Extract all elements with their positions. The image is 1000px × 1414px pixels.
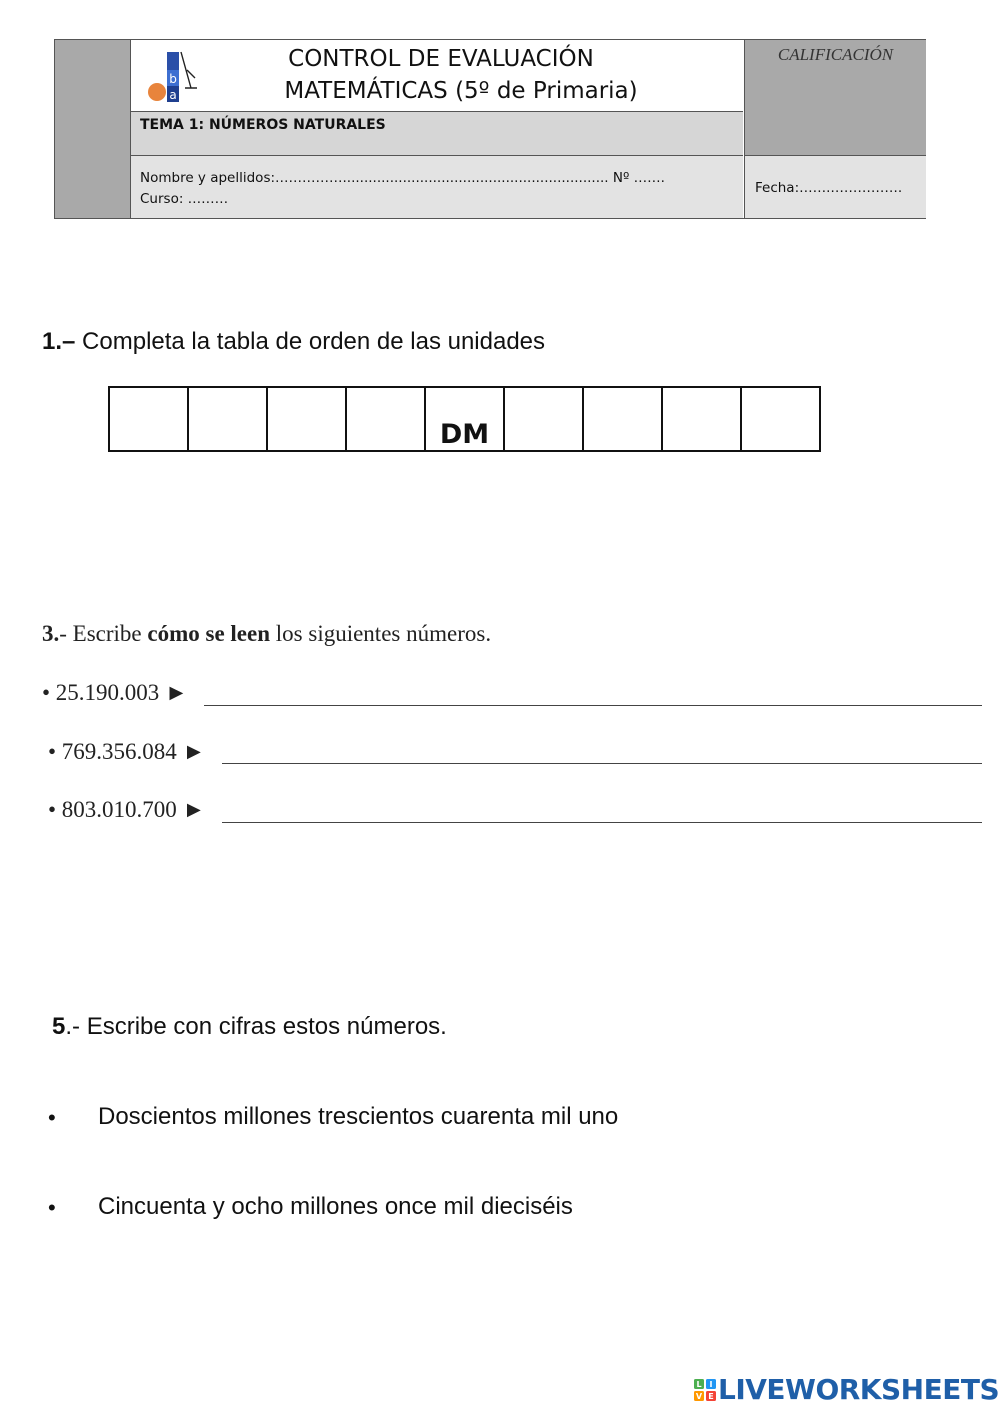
header-side-panel xyxy=(55,40,131,218)
number-label: • 769.356.084 ► xyxy=(48,739,206,764)
header-topic-cell xyxy=(131,112,743,156)
logo-letter: V xyxy=(695,1392,703,1401)
exercise-3-bold: cómo se leen xyxy=(147,621,271,646)
header-student-cell xyxy=(131,156,743,218)
logo-letter: E xyxy=(708,1392,714,1401)
place-value-cell[interactable] xyxy=(504,387,583,451)
reading-item xyxy=(42,680,982,710)
bullet: • xyxy=(48,1195,56,1220)
exercise-1-text: Completa la tabla de orden de las unidades xyxy=(75,328,546,355)
place-value-cell[interactable] xyxy=(662,387,741,451)
place-value-cell[interactable] xyxy=(109,387,188,451)
number-label: • 25.190.003 ► xyxy=(42,680,188,705)
exercise-5-text: .- Escribe con cifras estos números. xyxy=(65,1013,447,1040)
svg-text:a: a xyxy=(169,88,177,102)
place-value-cell[interactable] xyxy=(188,387,267,451)
grade-label: CALIFICACIÓN xyxy=(777,45,894,64)
reading-item xyxy=(48,797,982,827)
exam-title-line-2: MATEMÁTICAS (5º de Primaria) xyxy=(284,78,638,104)
answer-line[interactable] xyxy=(204,705,982,706)
list-item-text: Doscientos millones trescientos cuarenta mil uno xyxy=(98,1103,619,1130)
exercise-5-number: 5 xyxy=(52,1013,66,1040)
logo-letter: I xyxy=(709,1380,713,1389)
exam-title-line-1: CONTROL DE EVALUACIÓN xyxy=(288,46,594,72)
answer-line[interactable] xyxy=(222,822,982,823)
place-value-table xyxy=(108,386,821,452)
header-title-cell xyxy=(131,40,743,112)
exercise-3-prefix: - Escribe xyxy=(59,621,148,646)
bullet: • xyxy=(48,1105,56,1130)
student-name-field[interactable]: Nombre y apellidos:…………….............................................................. Nº ……. xyxy=(140,170,665,186)
place-value-cell[interactable] xyxy=(346,387,425,451)
date-cell xyxy=(744,156,926,218)
exercise-3-prompt xyxy=(42,621,491,647)
exercise-5-prompt xyxy=(52,1013,447,1041)
date-field[interactable]: Fecha:…….……………. xyxy=(755,180,903,196)
liveworksheets-brand: LIVEWORKSHEETS xyxy=(718,1373,1000,1406)
answer-line[interactable] xyxy=(222,763,982,764)
list-item-text: Cincuenta y ocho millones once mil dieciséis xyxy=(98,1193,573,1220)
exercise-3-number: 3. xyxy=(42,621,60,646)
exercise-1-prompt xyxy=(42,328,545,356)
exercise-3-suffix: los siguientes números. xyxy=(270,621,492,646)
place-value-cell[interactable] xyxy=(267,387,346,451)
number-label: • 803.010.700 ► xyxy=(48,797,206,822)
topic-title: TEMA 1: NÚMEROS NATURALES xyxy=(140,117,386,133)
place-value-cell-dm: DM xyxy=(425,387,504,451)
exercise-1-number: 1.– xyxy=(42,328,76,355)
reading-item xyxy=(48,739,982,769)
place-value-cell[interactable] xyxy=(741,387,820,451)
svg-text:b: b xyxy=(169,72,177,86)
liveworksheets-icon xyxy=(694,1379,716,1401)
grade-cell xyxy=(744,40,926,156)
course-field[interactable]: Curso: ……… xyxy=(140,191,229,207)
logo-letter: L xyxy=(696,1380,702,1389)
exam-header xyxy=(54,39,926,219)
place-value-cell[interactable] xyxy=(583,387,662,451)
